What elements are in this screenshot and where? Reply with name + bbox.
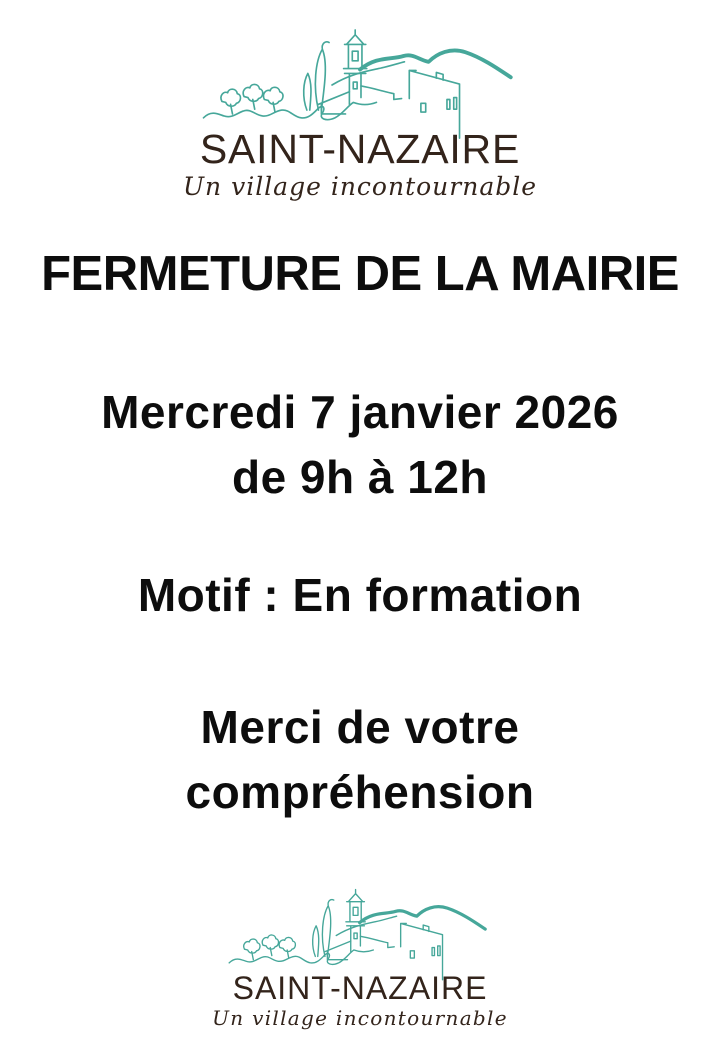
town-logo-top: [0, 28, 720, 199]
town-name: SAINT-NAZAIRE: [232, 970, 488, 1006]
notice-title: FERMETURE DE LA MAIRIE: [41, 247, 679, 301]
thanks-line1: Merci de votre: [200, 701, 520, 753]
thanks-message: [0, 695, 720, 825]
town-name: SAINT-NAZAIRE: [199, 126, 521, 172]
closure-hours: de 9h à 12h: [231, 451, 489, 503]
town-logo-bottom: [0, 888, 720, 1028]
village-line-art-icon: [221, 888, 499, 983]
town-tagline: Un village incontournable: [212, 1006, 508, 1030]
closure-reason: Motif : En formation: [137, 569, 583, 621]
closure-date: Mercredi 7 janvier 2026: [101, 386, 619, 438]
village-line-art-icon: [193, 28, 528, 142]
thanks-line2: compréhension: [185, 766, 535, 818]
closure-date-block: [0, 380, 720, 510]
town-tagline: Un village incontournable: [182, 172, 538, 201]
